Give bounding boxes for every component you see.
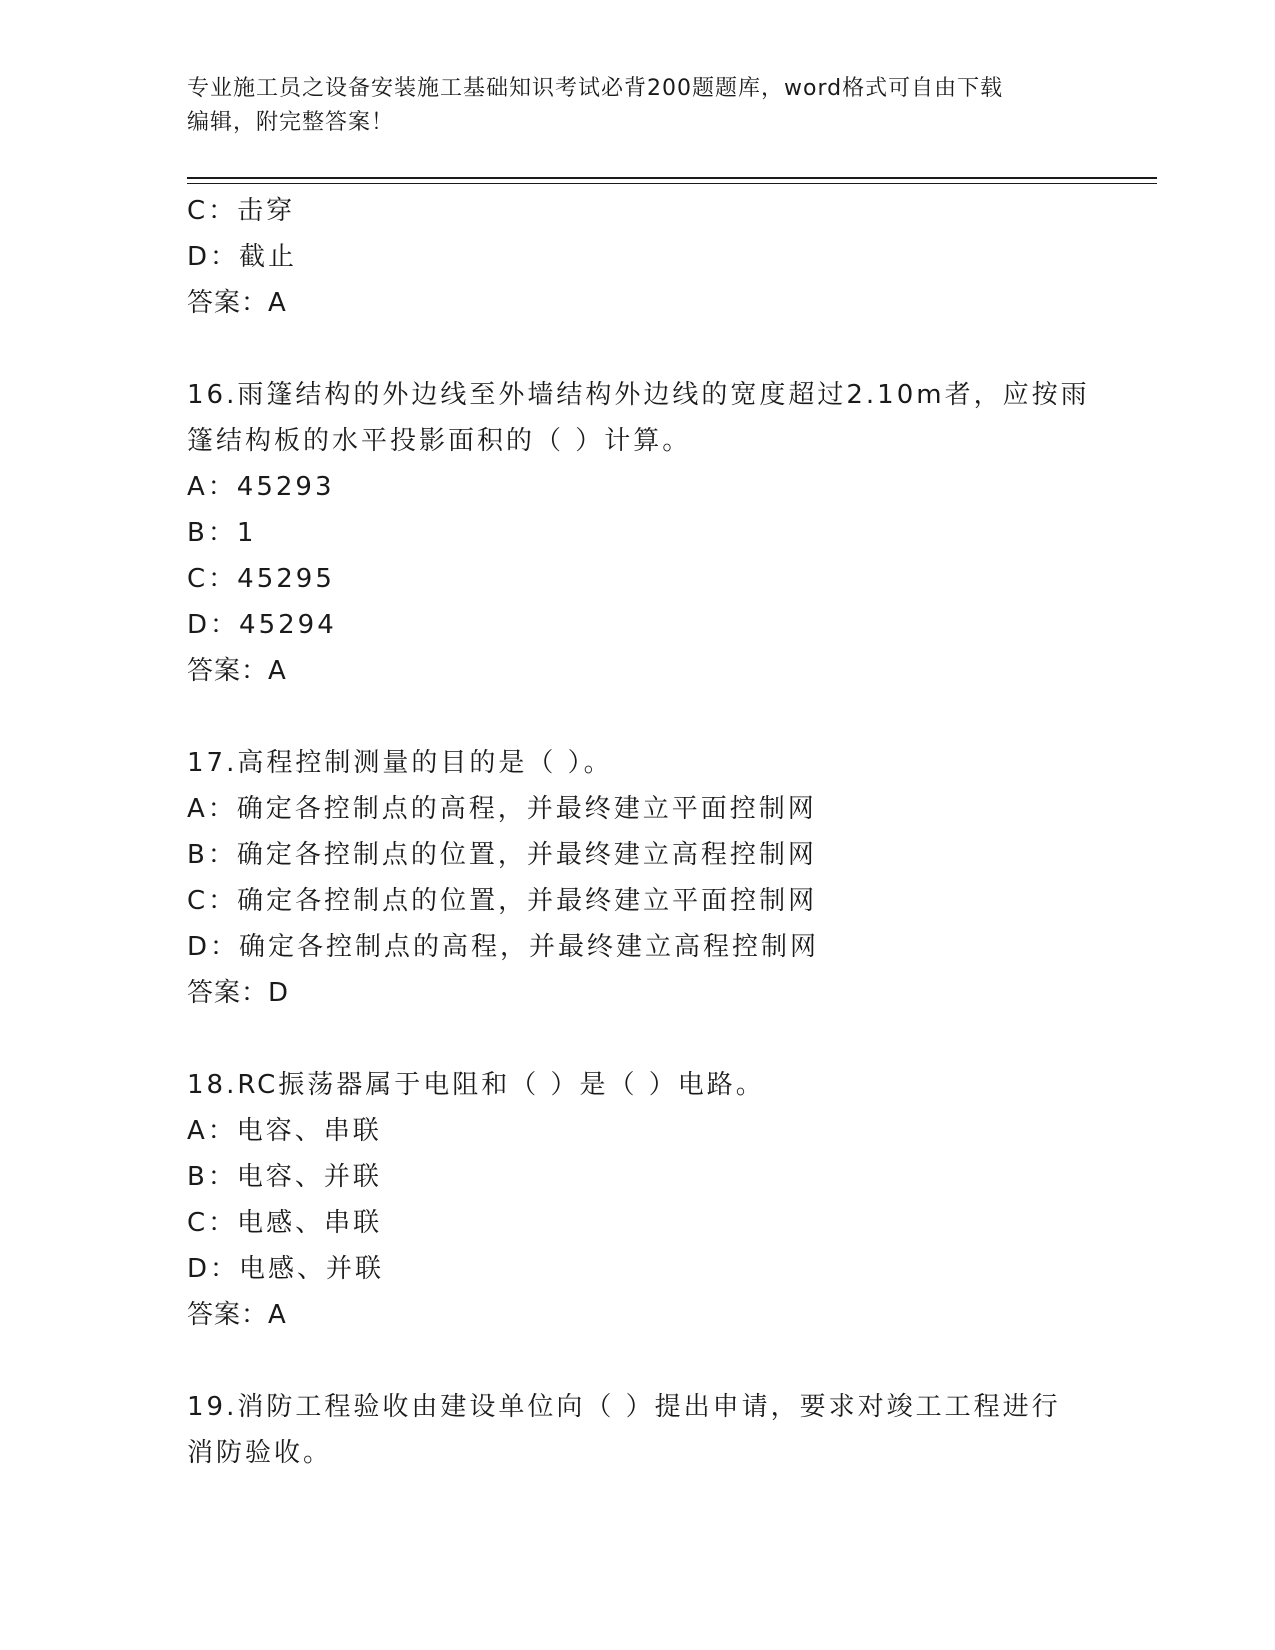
page-header (187, 72, 1087, 140)
q19-stem-line-1: 19.消防工程验收由建设单位向（ ）提出申请，要求对竣工工程进行 (187, 1392, 1061, 1422)
q17-option-b: B：确定各控制点的位置，并最终建立高程控制网 (187, 840, 817, 870)
q15-option-d: D：截止 (187, 242, 298, 272)
q17-option-d: D：确定各控制点的高程，并最终建立高程控制网 (187, 932, 820, 962)
header-title-line-2: 编辑，附完整答案！ (187, 110, 395, 135)
q16-option-c: C：45295 (187, 564, 335, 594)
q16-option-d: D：45294 (187, 610, 337, 640)
q17-answer: 答案：D (187, 978, 290, 1008)
header-divider-thick (187, 177, 1157, 179)
q17-option-c: C：确定各控制点的位置，并最终建立平面控制网 (187, 886, 818, 916)
q19-stem-line-2: 消防验收。 (187, 1438, 333, 1468)
q17-stem: 17.高程控制测量的目的是（ ）。 (187, 748, 613, 778)
spacer (187, 1338, 1117, 1384)
q15-answer: 答案：A (187, 288, 287, 318)
q17-option-a: A：确定各控制点的高程，并最终建立平面控制网 (187, 794, 817, 824)
q16-answer: 答案：A (187, 656, 287, 686)
q16-option-b: B：1 (187, 518, 257, 548)
question-list (187, 188, 1117, 1476)
q16-stem-line-2: 篷结构板的水平投影面积的（ ）计算。 (187, 426, 692, 456)
q18-option-a: A：电容、串联 (187, 1116, 382, 1146)
q18-answer: 答案：A (187, 1300, 287, 1330)
q18-stem: 18.RC振荡器属于电阻和（ ）是（ ）电路。 (187, 1070, 765, 1100)
q18-option-c: C：电感、串联 (187, 1208, 383, 1238)
q18-option-d: D：电感、并联 (187, 1254, 385, 1284)
header-divider-thin (187, 183, 1157, 184)
spacer (187, 326, 1117, 372)
header-title-line-1: 专业施工员之设备安装施工基础知识考试必背200题题库，word格式可自由下载 (187, 76, 1004, 101)
spacer (187, 694, 1117, 740)
q15-option-c: C：击穿 (187, 196, 296, 226)
q18-option-b: B：电容、并联 (187, 1162, 382, 1192)
spacer (187, 1016, 1117, 1062)
q16-stem-line-1: 16.雨篷结构的外边线至外墙结构外边线的宽度超过2.10m者，应按雨 (187, 380, 1090, 410)
q16-option-a: A：45293 (187, 472, 335, 502)
